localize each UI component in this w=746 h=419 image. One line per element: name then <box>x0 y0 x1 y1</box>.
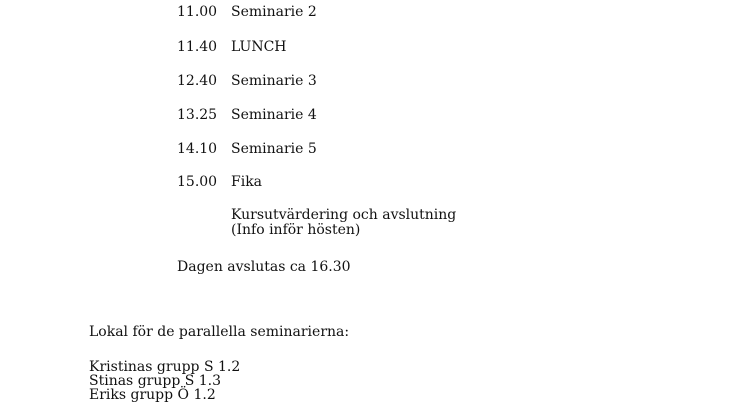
location-item: Eriks grupp Ö 1.2 <box>89 387 216 403</box>
location-item: Kristinas grupp S 1.2 <box>89 359 241 375</box>
schedule-row <box>177 4 317 21</box>
schedule-time: 14.10 <box>177 141 218 157</box>
schedule-time: 11.40 <box>177 39 218 55</box>
schedule-activity: Seminarie 2 <box>231 4 317 20</box>
schedule-activity: Seminarie 4 <box>231 107 317 123</box>
locations-heading: Lokal för de parallella seminarierna: <box>89 324 350 340</box>
closing-line: (Info inför hösten) <box>231 222 361 238</box>
schedule-time: 11.00 <box>177 4 218 20</box>
closing-line: Kursutvärdering och avslutning <box>231 207 457 223</box>
schedule-time: 12.40 <box>177 73 218 89</box>
schedule-row <box>177 174 262 191</box>
schedule-activity: Fika <box>231 174 263 190</box>
schedule-row <box>177 107 317 124</box>
locations-list <box>89 360 240 402</box>
schedule-activity: Seminarie 5 <box>231 141 317 157</box>
schedule-row <box>177 141 317 158</box>
schedule-activity: Seminarie 3 <box>231 73 317 89</box>
end-note: Dagen avslutas ca 16.30 <box>177 259 351 275</box>
closing-block <box>231 208 456 238</box>
schedule-row <box>177 39 287 56</box>
location-item: Stinas grupp S 1.3 <box>89 373 222 389</box>
schedule-activity: LUNCH <box>231 39 287 55</box>
schedule-time: 15.00 <box>177 174 218 190</box>
schedule-row <box>177 73 317 90</box>
schedule-time: 13.25 <box>177 107 218 123</box>
